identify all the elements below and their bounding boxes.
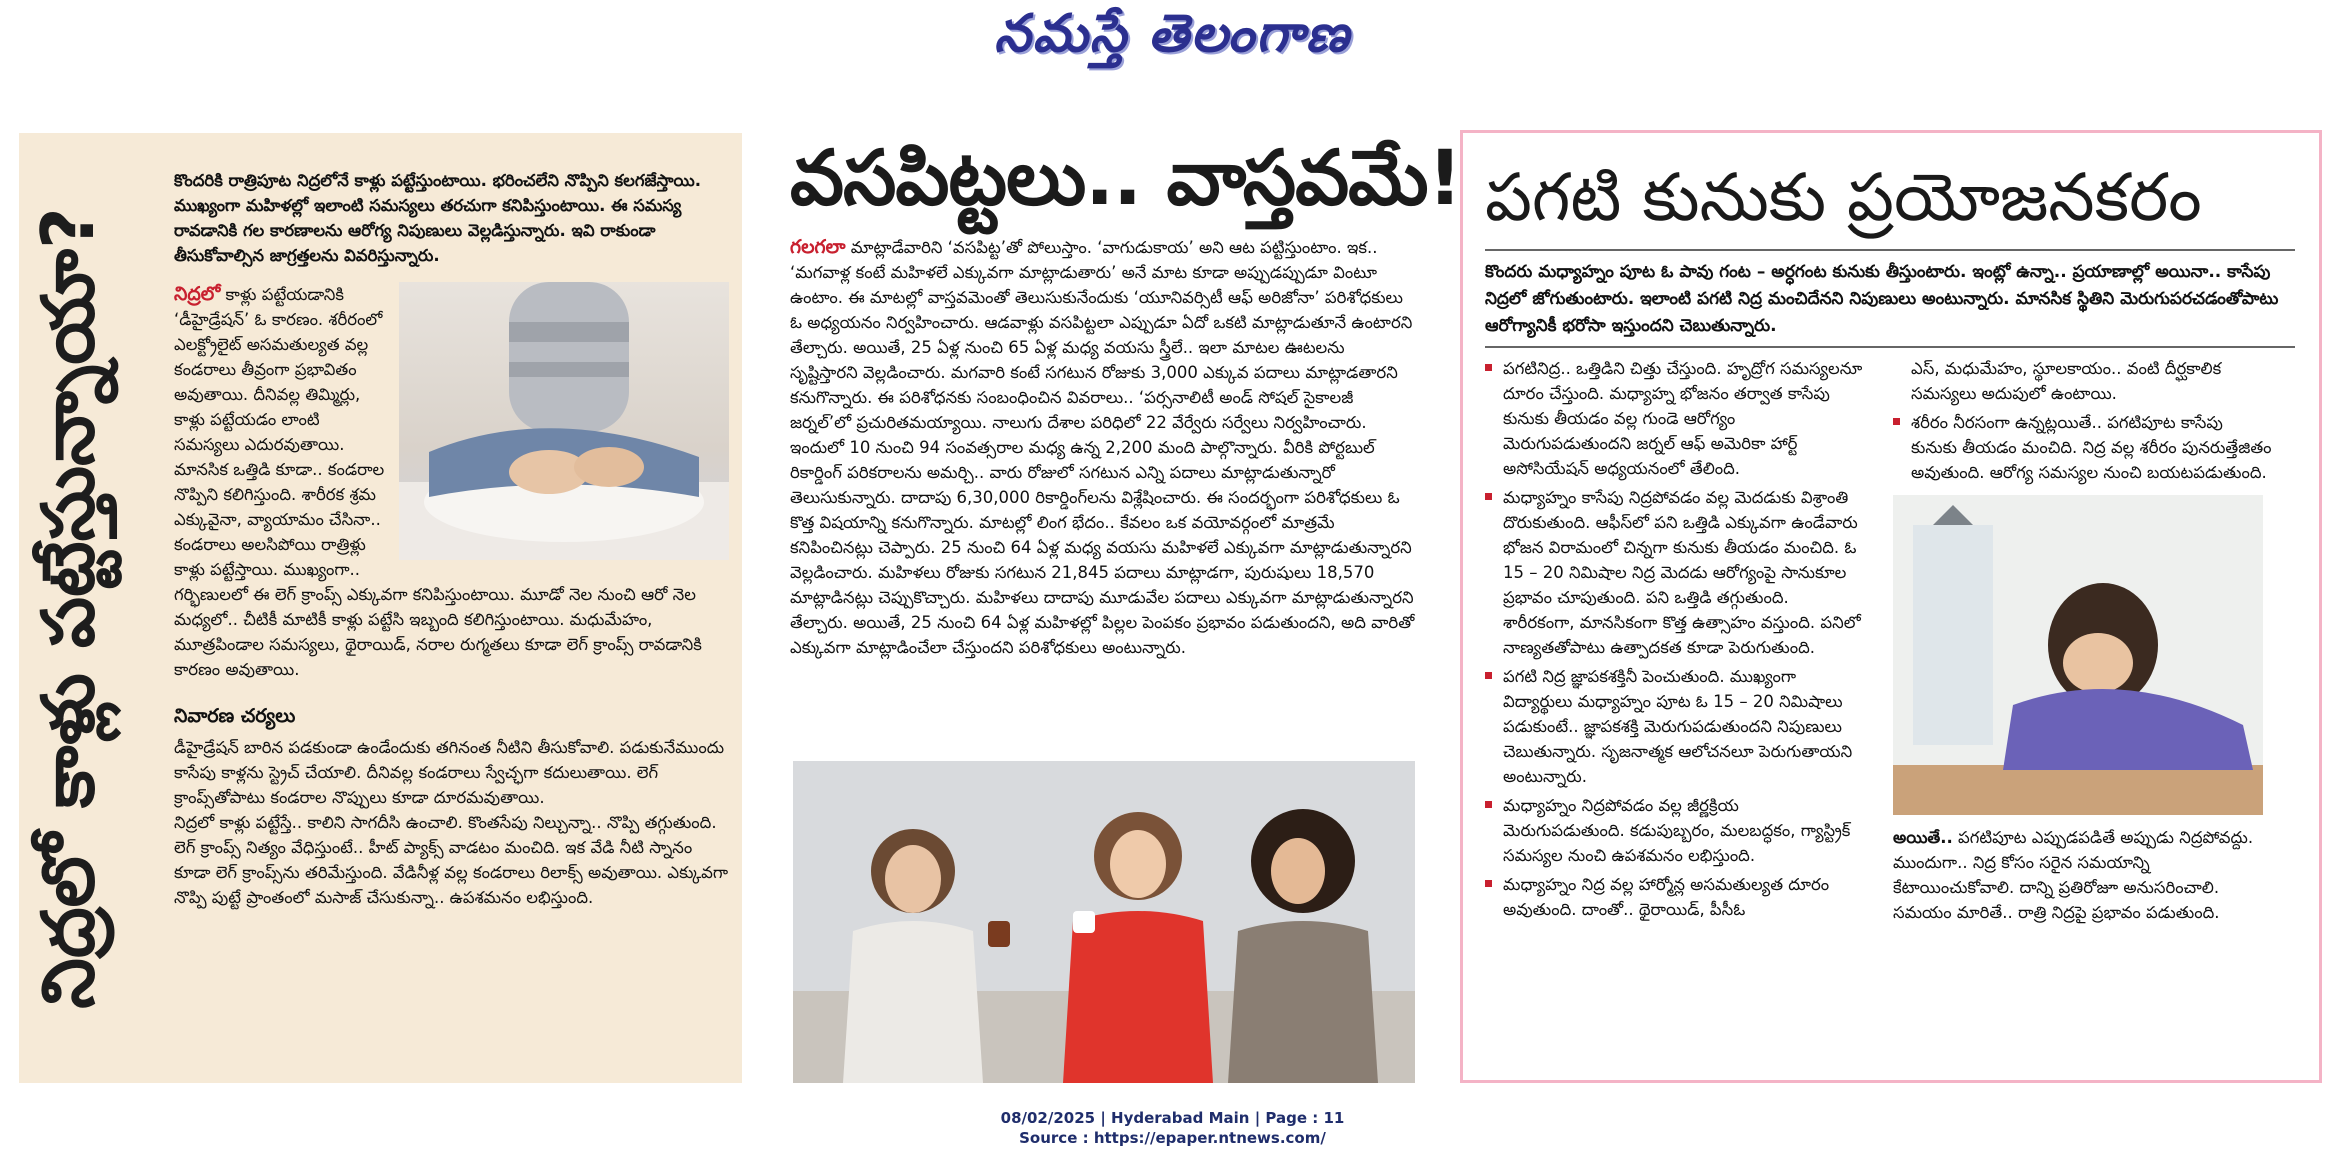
article-leg-cramps	[19, 133, 742, 1083]
list-item-text: పగటి నిద్ర జ్ఞాపకశక్తినీ పెంచుతుంది. ముఖ్యంగా విద్యార్థులు మధ్యాహ్నం పూట ఓ 15 – 20 నిమిషాలు పడుకుంటే.. జ్ఞాపకశక్తి మెరుగుపడుతుందని నిపుణులు చెబుతున్నారు. సృజనాత్మక ఆలోచనలూ పెరుగుతాయని అంటున్నారు.	[1503, 667, 1853, 786]
list-item	[1485, 485, 1865, 660]
paragraph-text: కాళ్లు పట్టేయడానికి ‘డీహైడ్రేషన్’ ఓ కారణం. శరీరంలో ఎలక్ట్రోలైట్ అసమతుల్యత వల్ల కండరాలు తీవ్రంగా ప్రభావితం అవుతాయి. దీనివల్ల తిమ్మిర్లు, కాళ్లు పట్టేయడం లాంటి సమస్యలు ఎదురవుతాయి. మానసిక ఒత్తిడి కూడా.. కండరాల నొప్పిని కలిగిస్తుంది. శారీరక శ్రమ ఎక్కువైనా, వ్యాయామం చేసినా.. కండరాలు అలసిపోయి రాత్రిళ్లు కాళ్లు పట్టేస్తాయి. ముఖ్యంగా.. గర్భిణులలో ఈ లెగ్ క్రాంప్స్ ఎక్కువగా కనిపిస్తుంటాయి. మూడో నెల నుంచి ఆరో నెల మధ్యలో.. చీటికీ మాటికీ కాళ్లు పట్టేసి ఇబ్బంది కలిగిస్తుంటాయి. మధుమేహం, మూత్రపిండాల సమస్యలు, థైరాయిడ్, నరాల రుగ్మతలు కూడా లెగ్ క్రాంప్స్ రావడానికి కారణం అవుతాయి.	[174, 285, 702, 679]
benefit-list-left	[1485, 356, 1865, 922]
list-item	[1485, 664, 1865, 789]
continued-text: ఎస్, మధుమేహం, స్థూలకాయం.. వంటి దీర్ఘకాలిక సమస్యలు అదుపులో ఉంటాయి.	[1911, 359, 2222, 403]
headline-divider	[1485, 249, 2295, 251]
list-item-text: మధ్యాహ్నం కాసేపు నిద్రపోవడం వల్ల మెదడుకు విశ్రాంతి దొరుకుతుంది. ఆఫీస్‌లో పని ఒత్తిడి ఎక్కువగా ఉండేవారు భోజన విరామంలో చిన్నగా కునుకు తీయడం మంచిది. ఓ 15 – 20 నిమిషాల నిద్ర మెదడు ఆరోగ్యంపై సానుకూల ప్రభావం చూపుతుంది. పని ఒత్తిడి తగ్గుతుంది. శారీరకంగా, మానసికంగా కొత్త ఉత్సాహం వస్తుంది. పనిలో నాణ్యతతోపాటు ఉత్పాదకత కూడా పెరుగుతుంది.	[1503, 488, 1861, 657]
list-item	[1893, 410, 2273, 485]
article-column-left	[1485, 356, 1865, 926]
list-item	[1485, 793, 1865, 868]
women-talking-photo	[793, 761, 1415, 1083]
article-talkative	[790, 133, 1462, 1083]
woman-sleeping-at-desk-photo	[1893, 495, 2263, 815]
list-item	[1485, 356, 1865, 481]
intro-divider	[1485, 346, 2295, 348]
bullet-icon	[1485, 672, 1492, 679]
article-intro: కొందరు మధ్యాహ్నం పూట ఓ పావు గంట – అర్ధగంట కునుకు తీస్తుంటారు. ఇంట్లో ఉన్నా.. ప్రయాణాల్లో అయినా.. కాసేపు నిద్రలో జోగుతుంటారు. ఇలాంటి పగటి నిద్ర మంచిదేనని నిపుణులు అంటున్నారు. మానసిక స్థితిని మెరుగుపరచడంతోపాటు ఆరోగ్యానికీ భరోసా ఇస్తుందని చెబుతున్నారు.	[1485, 262, 2279, 336]
article-columns	[1485, 356, 2295, 926]
list-item	[1485, 872, 1865, 922]
article-column-right	[1893, 356, 2273, 926]
lead-word: నిద్రలో	[174, 283, 221, 305]
list-item-text: మధ్యాహ్నం నిద్రపోవడం వల్ల జీర్ణక్రియ మెరుగుపడుతుంది. కడుపుబ్బరం, మలబద్ధకం, గ్యాస్ట్రిక్ సమస్యల నుంచి ఉపశమనం లభిస్తుంది.	[1503, 796, 1851, 865]
article-body	[174, 168, 729, 910]
article-intro: కొందరికి రాత్రిపూట నిద్రలోనే కాళ్లు పట్టేస్తుంటాయి. భరించలేని నొప్పిని కలగజేస్తాయి. ముఖ్యంగా మహిళల్లో ఇలాంటి సమస్యలు తరచుగా కనిపిస్తుంటాయి. ఈ సమస్య రావడానికి గల కారణాలను ఆరోగ్య నిపుణులు వెల్లడిస్తున్నారు. ఇవి రాకుండా తీసుకోవాల్సిన జాగ్రత్తలను వివరిస్తున్నారు.	[174, 171, 702, 265]
masthead-title: నమస్తే తెలంగాణ	[994, 3, 1351, 64]
subhead-prevention: నివారణ చర్యలు	[174, 705, 296, 727]
article-inner	[1485, 153, 2295, 926]
photo-illustration	[399, 282, 729, 560]
article-daytime-nap	[1460, 130, 2322, 1083]
masthead	[0, 0, 2345, 80]
bullet-icon	[1485, 880, 1492, 887]
footer-source-line: Source : https://epaper.ntnews.com/	[1019, 1129, 1326, 1147]
bullet-icon	[1893, 418, 1900, 425]
prevention-paragraph-2: నిద్రలో కాళ్లు పట్టేస్తే.. కాలిని సాగదీసి ఉంచాలి. కొంతసేపు నిల్చున్నా.. నొప్పి తగ్గుతుంది. లెగ్ క్రాంప్స్ నిత్యం వేధిస్తుంటే.. హీట్ ప్యాక్స్ వాడటం మంచిది. ఇక వేడి నీటి స్నానం కూడా లెగ్ క్రాంప్స్‌ను తరిమేస్తుంది. వేడినీళ్ల వల్ల కండరాలు రిలాక్స్ అవుతాయి. ఎక్కువగా నొప్పి పుట్టే ప్రాంతంలో మసాజ్ చేసుకున్నా.. ఉపశమనం లభిస్తుంది.	[174, 813, 729, 907]
paragraph-text: మాట్లాడేవారిని ‘వసపిట్ట’తో పోలుస్తాం. ‘వాగుడుకాయ’ అని ఆట పట్టిస్తుంటాం. ఇక.. ‘మగవాళ్ల కంటే మహిళలే ఎక్కువగా మాట్లాడుతారు’ అనే మాట కూడా అప్పుడప్పుడూ వింటూ ఉంటాం. ఈ మాటల్లో వాస్తవమెంతో తెలుసుకునేందుకు ‘యూనివర్సిటీ ఆఫ్ అరిజోనా’ పరిశోధకులు ఓ అధ్యయనం నిర్వహించారు. ఆడవాళ్లు వసపిట్టలా ఎప్పుడూ ఏదో ఒకటి మాట్లాడుతూనే ఉంటారని తేల్చారు. అయితే, 25 ఏళ్ల నుంచి 65 ఏళ్ల మధ్య వయసు స్త్రీలే.. ఇలా మాటల ఊటలను సృష్టిస్తారని వెల్లడించారు. మగవారి కంటే సగటున రోజుకు 3,000 ఎక్కువ పదాలు మాట్లాడతారని కనుగొన్నారు. ఈ పరిశోధనకు సంబంధించిన వివరాలు.. ‘పర్సనాలిటీ అండ్ సోషల్ సైకాలజీ జర్నల్’లో ప్రచురితమయ్యాయి. నాలుగు దేశాల పరిధిలో 22 వేర్వేరు సర్వేలు నిర్వహించారు. ఇందులో 10 నుంచి 94 సంవత్సరాల మధ్య ఉన్న 2,200 మంది పాల్గొన్నారు. వీరికి పోర్టబుల్ రికార్డింగ్ పరికరాలను అమర్చి.. వారు రోజులో సగటున ఎన్ని పదాలు మాట్లాడుతున్నారో తెలుసుకున్నారు. దాదాపు 6,30,000 రికార్డింగ్‌లను విశ్లేషించారు. ఈ సందర్భంగా పరిశోధకులు ఓ కొత్త విషయాన్ని కనుగొన్నారు. మాటల్లో లింగ భేదం.. కేవలం ఒక వయోవర్గంలో మాత్రమే కనిపించినట్లు చెప్పారు. 25 నుంచి 64 ఏళ్ల మధ్య వయసు మహిళలే ఎక్కువగా మాట్లాడుతున్నారని వెల్లడించారు. మహిళలు రోజుకు సగటున 21,845 పదాలు మాట్లాడగా, పురుషులు 18,570 మాట్లాడినట్లు చెప్పుకొచ్చారు. మహిళలు దాదాపు మూడువేల పదాలు ఎక్కువగా మాట్లాడుతున్నారని తేల్చారు. అయితే, 25 నుంచి 64 ఏళ్ల మహిళల్లో పిల్లల పెంపకం ప్రభావం పడుతుందని, అది వారితో ఎక్కువగా మాట్లాడించేలా చేస్తుందని పరిశోధకులు అంటున్నారు.	[790, 238, 1415, 657]
benefit-list-right	[1893, 410, 2273, 485]
pregnant-woman-photo	[399, 282, 729, 560]
article-body	[790, 235, 1415, 660]
photo-illustration	[793, 761, 1415, 1083]
closing-text: పగటిపూట ఎప్పుడపడితే అప్పుడు నిద్రపోవద్దు. ముందుగా.. నిద్ర కోసం సరైన సమయాన్ని కేటాయించుకోవాలి. దాన్ని ప్రతిరోజూ అనుసరించాలి. సమయం మారితే.. రాత్రి నిద్రపై ప్రభావం పడుతుంది.	[1893, 828, 2254, 922]
bullet-icon	[1485, 493, 1492, 500]
article-headline: వసపిట్టలు.. వాస్తవమే!	[790, 133, 1462, 222]
list-item-text: శరీరం నీరసంగా ఉన్నట్లయితే.. పగటిపూట కాసేపు కునుకు తీయడం మంచిది. నిద్ర వల్ల శరీరం పునరుత్తేజితం అవుతుంది. ఆరోగ్య సమస్యల నుంచి బయటపడుతుంది.	[1911, 413, 2272, 482]
list-item-text: పగటినిద్ర.. ఒత్తిడిని చిత్తు చేస్తుంది. హృద్రోగ సమస్యలనూ దూరం చేస్తుంది. మధ్యాహ్న భోజనం తర్వాత కాసేపు కునుకు తీయడం వల్ల గుండె ఆరోగ్యం మెరుగుపడుతుందని జర్నల్ ఆఫ్ అమెరికా హార్ట్ అసోసియేషన్ అధ్యయనంలో తేలింది.	[1503, 359, 1863, 478]
prevention-paragraph-1: డీహైడ్రేషన్ బారిన పడకుండా ఉండేందుకు తగినంత నీటిని తీసుకోవాలి. పడుకునేముందు కాసేపు కాళ్లను స్ట్రెచ్ చేయాలి. దీనివల్ల కండరాలు స్వేచ్ఛగా కదులుతాయి. లెగ్ క్రాంప్స్‌తోపాటు కండరాల నొప్పులు కూడా దూరమవుతాయి.	[174, 738, 725, 807]
closing-lead: అయితే..	[1893, 828, 1953, 847]
footer-date-line: 08/02/2025 | Hyderabad Main | Page : 11	[1000, 1109, 1345, 1127]
vertical-headline-box	[19, 133, 134, 1083]
photo-illustration	[1893, 495, 2263, 815]
vertical-headline: నిద్రలో కాళ్లు పట్టేస్తున్నాయా?	[25, 207, 110, 1009]
lead-word: గలగలా	[790, 236, 846, 258]
closing-paragraph	[1893, 825, 2273, 925]
bullet-icon	[1485, 801, 1492, 808]
bullet-icon	[1485, 364, 1492, 371]
article-headline: పగటి కునుకు ప్రయోజనకరం	[1485, 159, 2202, 236]
page-footer	[0, 1108, 2345, 1148]
list-item-text: మధ్యాహ్నం నిద్ర వల్ల హార్మోన్ల అసమతుల్యత దూరం అవుతుంది. దాంతో.. థైరాయిడ్, పీసీఓ	[1503, 875, 1830, 919]
